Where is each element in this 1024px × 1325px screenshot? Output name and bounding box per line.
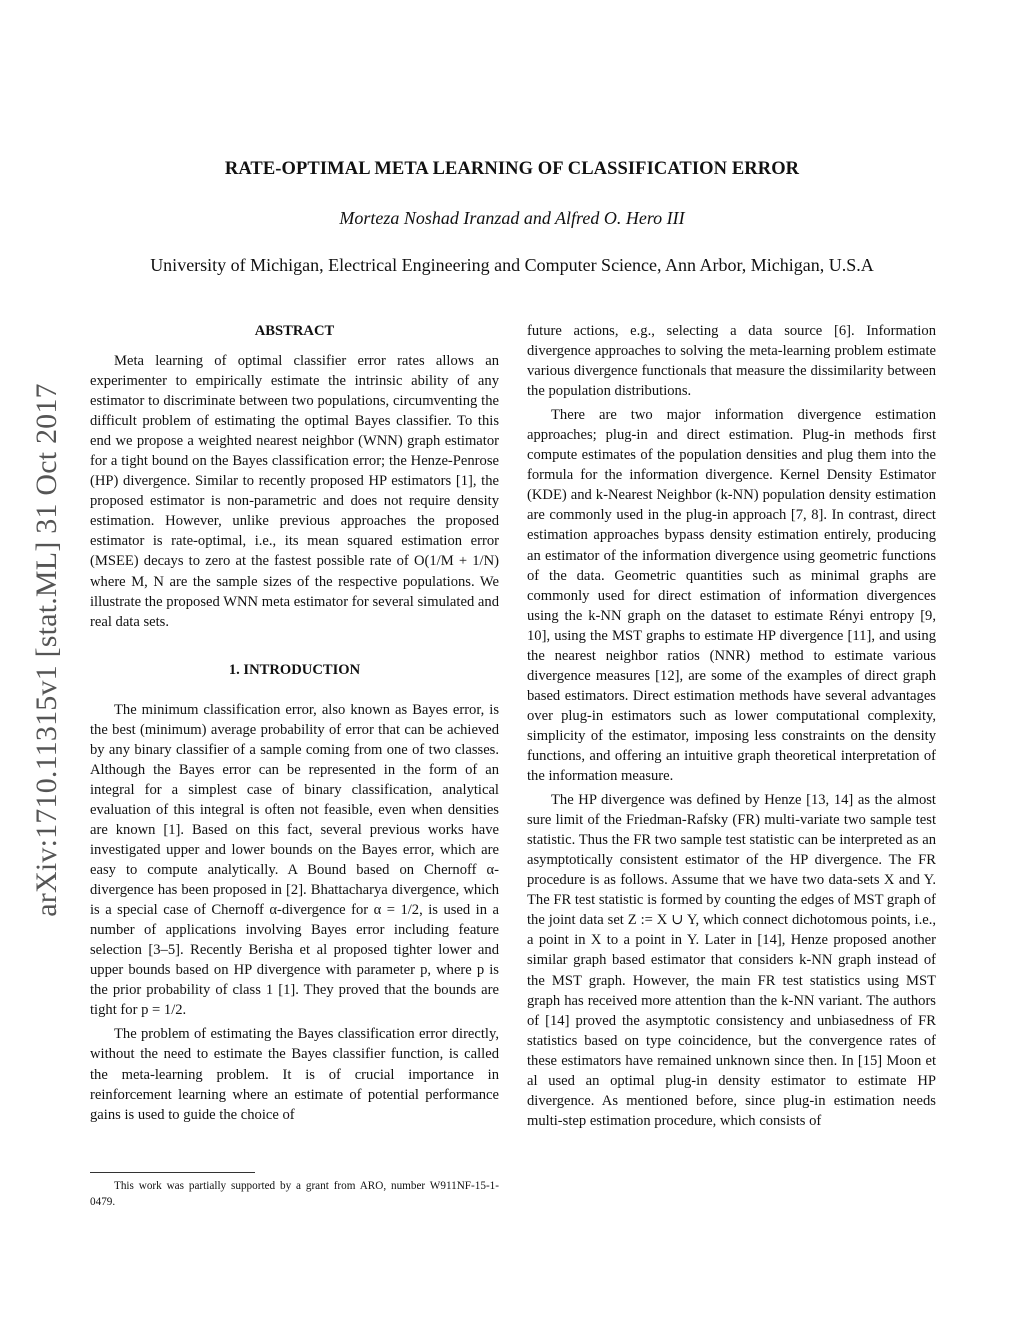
- footnote-text: This work was partially supported by a grant from ARO, number W911NF-15-1-0479.: [90, 1180, 499, 1208]
- intro-paragraph-1: The minimum classification error, also known as Bayes error, is the best (minimum) average probability of error that can be achieved by any binary classifier of a sample coming from one of two classes. Although the Bayes error can be represented in the form of an integral for a simplest case of binary classification, analytical evaluation of this integral is often not feasible, even when densities are known [1]. Based on this fact, several previous works have investigated upper and lower bounds on the Bayes error, which are easy to compute analytically. A Bound based on Chernoff α-divergence has been proposed in [2]. Bhattacharya divergence, which is a special case of Chernoff α-divergence for α = 1/2, is used in a number of applications involving Bayes error including feature selection [3–5]. Recently Berisha et al proposed tighter lower and upper bounds based on HP divergence with parameter p, where p is the prior probability of class 1 [1]. They proved that the bounds are tight for p = 1/2.: [90, 701, 499, 1019]
- abstract-heading: ABSTRACT: [254, 323, 335, 339]
- footnote-divider: [90, 1172, 255, 1173]
- intro-paragraph-2: The problem of estimating the Bayes classification error directly, without the need to estimate the Bayes classifier function, is called the meta-learning problem. It is of crucial importance in reinforcement learning where an estimate of potential performance gains is used to guide the choice of: [90, 1026, 499, 1123]
- footnote: [90, 1178, 499, 1210]
- right-column: [527, 321, 936, 1131]
- arxiv-identifier: arXiv:1710.11315v1 [stat.ML] 31 Oct 2017: [30, 383, 63, 917]
- intro-paragraph-4: The HP divergence was defined by Henze [13, 14] as the almost sure limit of the Friedman-Rafsky (FR) multi-variate two sample test statistic. Thus the FR two sample test statistic can be interpreted as an asymptotically consistent estimator of the HP divergence. The FR procedure is as follows. Assume that we have two data-sets X and Y. The FR test statistic is formed by counting the edges of MST graph of the joint data set Z := X ∪ Y, which connect dichotomous points, i.e., a point in X to a point in Y. Later in [14], Henze proposed another similar graph based estimator that considers k-NN graph instead of the MST graph. However, the main FR test statistics using MST graph has received more attention than the k-NN variant. The authors of [14] proved the asymptotic consistency and unbiasedness of FR statistics based on type coincidence, but the convergence rates of these estimators have remained unknown since then. In [15] Moon et al used an optimal plug-in density estimator to estimate HP divergence. As mentioned before, since plug-in estimation needs multi-step estimation procedure, which consists of: [527, 792, 936, 1129]
- introduction-heading: 1. INTRODUCTION: [228, 661, 361, 678]
- paper-authors: Morteza Noshad Iranzad and Alfred O. Hero III: [339, 208, 685, 228]
- abstract-text: Meta learning of optimal classifier error rates allows an experimenter to empirically estimate the intrinsic ability of any estimator to discriminate between two populations, circumventing the difficult problem of estimating the optimal Bayes classifier. To this end we propose a weighted nearest neighbor (WNN) graph estimator for a tight bound on the Bayes classification error; the Henze-Penrose (HP) divergence. Similar to recently proposed HP estimators [1], the proposed estimator is non-parametric and does not require density estimation. However, unlike previous approaches the proposed estimator is rate-optimal, i.e., its mean squared estimation error (MSEE) decays to zero at the fastest possible rate of O(1/M + 1/N) where M, N are the sample sizes of the respective populations. We illustrate the proposed WNN meta estimator for several simulated and real data sets.: [90, 353, 499, 630]
- left-column: [90, 321, 499, 1125]
- intro-paragraph-2-continued: future actions, e.g., selecting a data source [6]. Information divergence approaches to solving the meta-learning problem estimate various divergence functionals that measure the dissimilarity between the population distributions.: [527, 323, 936, 400]
- paper-title: RATE-OPTIMAL META LEARNING OF CLASSIFICATION ERROR: [224, 159, 800, 179]
- paper-affiliation: University of Michigan, Electrical Engineering and Computer Science, Ann Arbor, Michigan, U.S.A: [150, 255, 874, 275]
- intro-paragraph-3: There are two major information divergence estimation approaches; plug-in and direct estimation. Plug-in methods first compute estimates of the population densities and plug them into the formula for the information divergence. Kernel Density Estimator (KDE) and k-Nearest Neighbor (k-NN) population density estimation are commonly used in the plug-in approach [7, 8]. In contrast, direct estimation approaches bypass density estimation entirely, producing an estimator of the information divergence using geometric functions of the data. Geometric quantities such as minimal graphs are commonly used for direct estimation of information divergences using the k-NN graph on the dataset to estimate Rényi entropy [9, 10], using the MST graphs to estimate HP divergence [11], and using the nearest neighbor ratios (NNR) method to estimate various divergence measures [12], are some of the examples of direct graph based estimators. Direct estimation methods have several advantages over plug-in estimators such as lower computational complexity, simplicity of the estimator, imposing less constraints on the density functions, and offering an intuitive graph theoretical interpretation of the information measure.: [527, 407, 936, 785]
- arxiv-sidebar: [27, 330, 67, 970]
